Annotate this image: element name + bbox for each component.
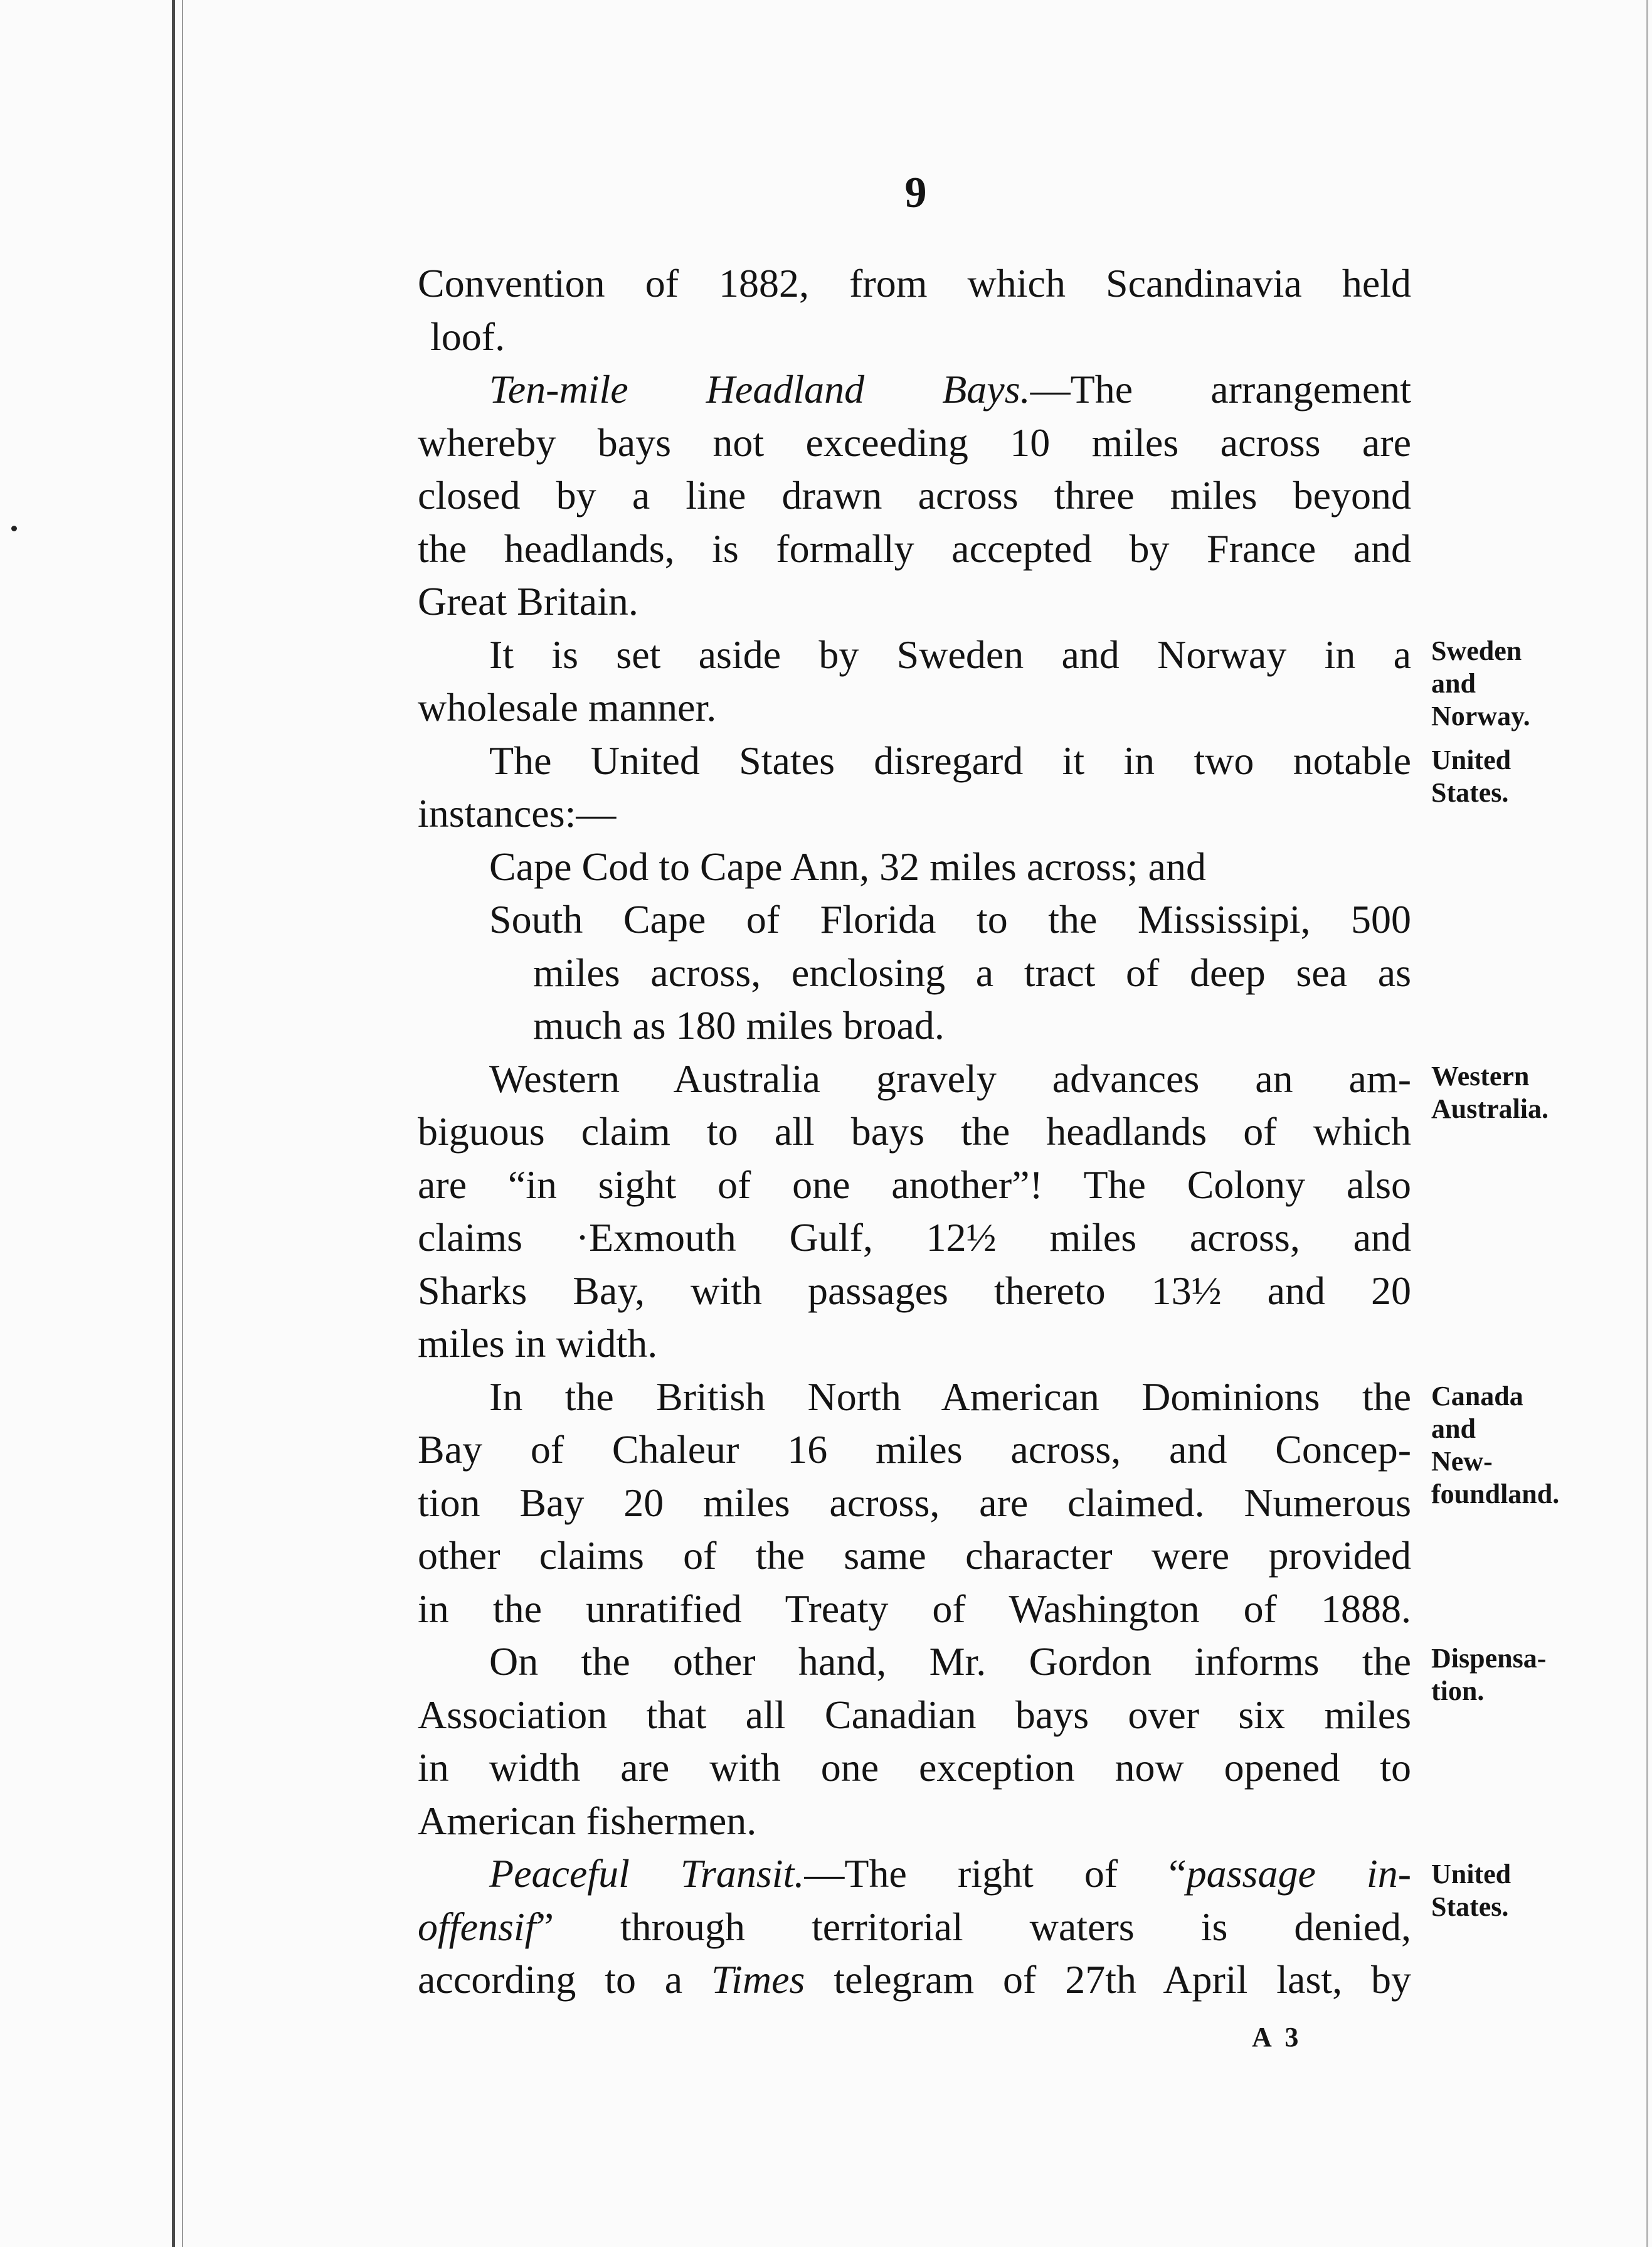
text-line: closed by a line drawn across three miles beyond — [418, 473, 1411, 518]
margin-note-united-states-2: United States. — [1431, 1859, 1512, 1922]
binding-edge-inner — [182, 0, 183, 2247]
text-line: biguous claim to all bays the headlands of which — [418, 1109, 1411, 1154]
page-number: 9 — [904, 169, 927, 217]
text-line: offensif” through territorial waters is denied, — [418, 1904, 1411, 1949]
text-line: Cape Cod to Cape Ann, 32 miles across; and — [489, 844, 1206, 889]
text-line: Convention of 1882, from which Scandinavia held — [418, 261, 1411, 305]
text-line: miles in width. — [418, 1321, 658, 1366]
text-line: Great Britain. — [418, 579, 638, 624]
text-line: Sharks Bay, with passages thereto 13½ and 20 — [418, 1268, 1411, 1313]
margin-note-western-australia: Western Australia. — [1431, 1061, 1549, 1124]
text-line: claims ·Exmouth Gulf, 12½ miles across, and — [418, 1215, 1411, 1260]
text-line: tion Bay 20 miles across, are claimed. Numerous — [418, 1480, 1411, 1525]
text-line: Ten-mile Headland Bays.—The arrangement — [489, 367, 1412, 412]
page-edge — [1646, 0, 1648, 2247]
text-line: In the British North American Dominions the — [489, 1374, 1411, 1419]
text-line: Bay of Chaleur 16 miles across, and Concep- — [418, 1427, 1411, 1472]
text-line: other claims of the same character were provided — [418, 1533, 1411, 1578]
text-line: the headlands, is formally accepted by France and — [418, 526, 1411, 571]
text-line: The United States disregard it in two notable — [489, 738, 1411, 783]
text-line: according to a Times telegram of 27th April last, by — [418, 1957, 1412, 2002]
text-line: are “in sight of one another”! The Colony also — [418, 1162, 1411, 1207]
margin-note-united-states: United States. — [1431, 745, 1512, 808]
text-line: On the other hand, Mr. Gordon informs the — [489, 1639, 1411, 1684]
text-line: much as 180 miles broad. — [533, 1003, 945, 1048]
binding-edge — [172, 0, 175, 2247]
text-line: in width are with one exception now opened to — [418, 1745, 1411, 1790]
text-line: American fishermen. — [418, 1798, 757, 1843]
text-line: wholesale manner. — [418, 685, 717, 730]
margin-note-canada: Canada and New- foundland. — [1431, 1381, 1560, 1509]
section-heading: Ten-mile Headland Bays. — [489, 367, 1030, 412]
text-line: instances:— — [418, 791, 617, 836]
text-line: Western Australia gravely advances an am- — [489, 1056, 1411, 1101]
text-line: It is set aside by Sweden and Norway in a — [489, 632, 1411, 677]
text-line: South Cape of Florida to the Mississipi, 500 — [489, 897, 1411, 942]
margin-note-dispensation: Dispensa- tion. — [1431, 1643, 1547, 1706]
margin-note-sweden-norway: Sweden and Norway. — [1431, 635, 1530, 731]
text-line: loof. — [430, 314, 506, 359]
text-line: whereby bays not exceeding 10 miles across are — [418, 420, 1411, 465]
text-line: in the unratified Treaty of Washington of 1888. — [418, 1586, 1411, 1631]
speck — [11, 526, 17, 531]
text-line: miles across, enclosing a tract of deep sea as — [533, 950, 1411, 995]
body-text — [418, 257, 1411, 2007]
text-line: Peaceful Transit.—The right of “passage in- — [489, 1851, 1412, 1896]
text-line: Association that all Canadian bays over six miles — [418, 1692, 1411, 1737]
section-heading: Peaceful Transit. — [489, 1851, 805, 1896]
signature-mark: A 3 — [1252, 2022, 1303, 2053]
